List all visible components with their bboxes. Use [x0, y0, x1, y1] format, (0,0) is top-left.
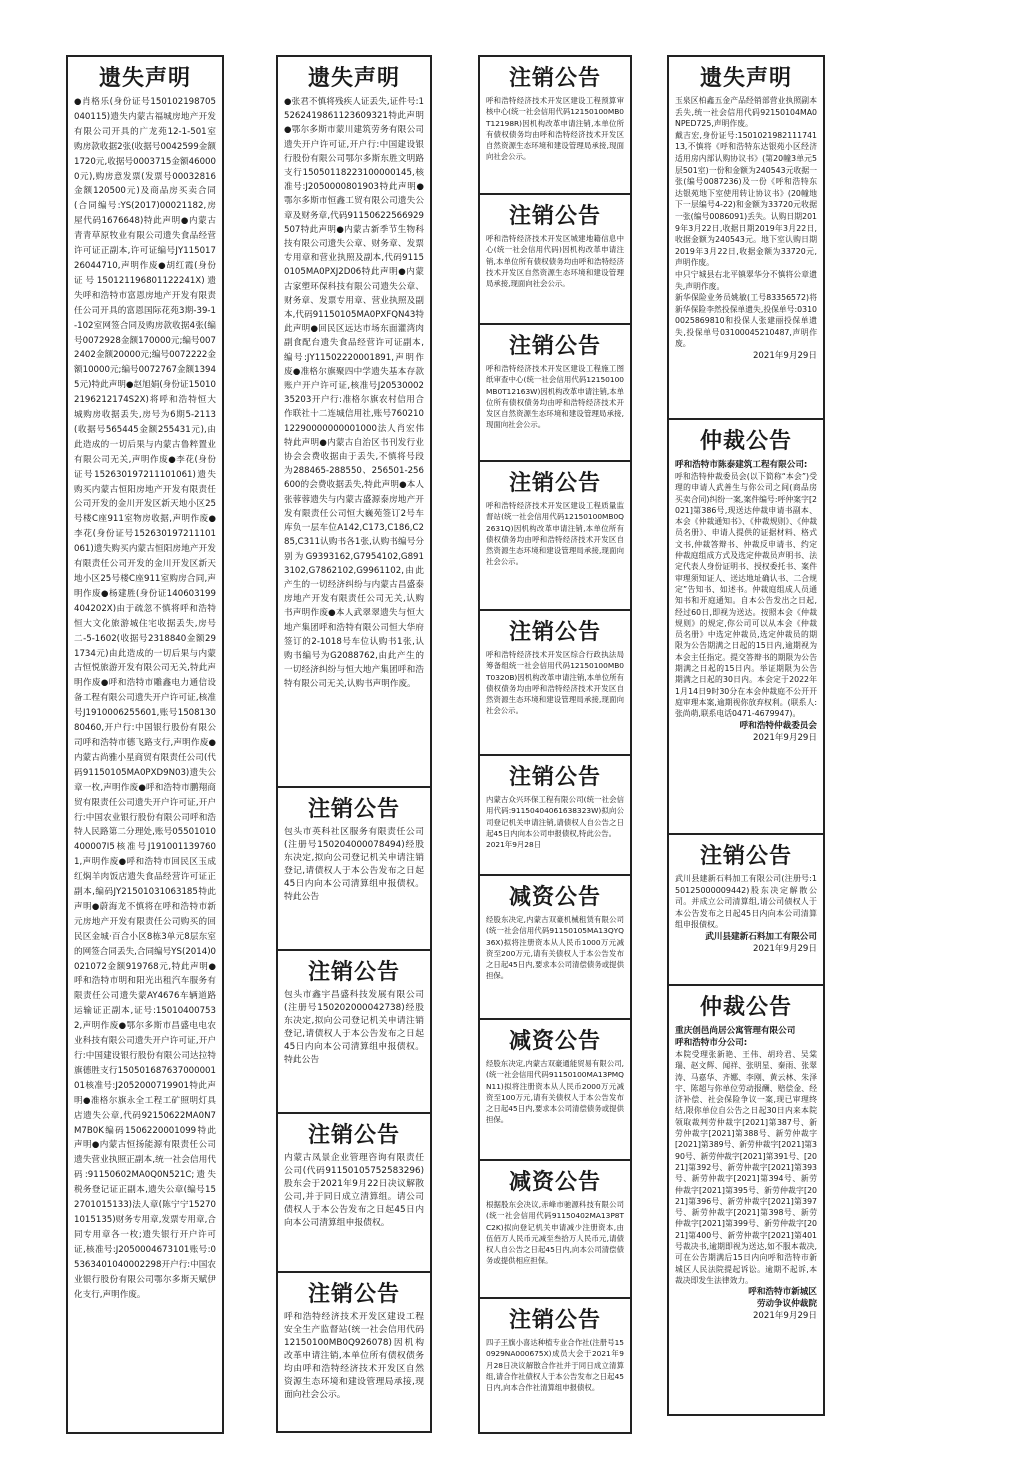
notice-title: 注销公告 — [508, 620, 601, 645]
notice-body: 内蒙古凤景企业管理咨询有限责任公司(代码91150105752583296)股东会于2021年9月22日决议解散公司,并于同日成立清算组。请公司债权人于本公告发布之日起45日内向本公司清算组申报债权。 — [284, 1153, 424, 1228]
notice-body: 包头市鑫宇昌盛科技发展有限公司(注册号150202000042738)经股东决定,拟向公司登记机关申请注销登记,请债权人于本公告发布之日起45日内向本公司清算组申报债权。特此公告 — [284, 990, 424, 1065]
notice-title: 遗失声明 — [98, 66, 191, 91]
notice-body: 呼和浩特仲裁委员会(以下简称“本会”)受理的申请人武善生与你公司之间(商品房买卖合同)纠纷一案,案件编号:呼仲案字[2021]第386号,现送达仲裁申请书副本、本会《仲裁通知书》、《仲裁规则》、《仲裁员名册》、申请人提供的证据材料、格式文书,仲裁答辩书、仲裁反申请书、约定仲裁庭组成方式及选定仲裁员声明书、法定代表人身份证明书、授权委托书、案件审理须知证人、送达地址确认书、二合规定”告知书、如述书。仲裁庭组成人员通知书和开庭通知。自本公告发出之日起,经过60日,即视为送达。按照本会《仲裁规则》的规定,你公司可以从本会《仲裁员名册》中选定仲裁员,选定仲裁员的期限为公告期满之日起的15日内,逾期视为本会主任指定。提交答辩书的期限为公告期满之日起的15日内。举证期限为公告期满之日起的30日内。本会定于2022年1月14日9时30分在本会仲裁庭不公开开庭审理本案,逾期视你放弃权利。(联系人:张尚萌,联系电话0471-4679947)。 — [675, 472, 817, 719]
notice-body: 呼和浩特经济技术开发区建设工程质量监督站(统一社会信用代码12150100MB0Q2631Q)因机构改革申请注销,本单位所有债权债务均由呼和浩特经济技术开发区自然资源生态环境和建设管理局承接,现面向社会公示。 — [486, 501, 624, 567]
notice-body: 呼和浩特经济技术开发区城建地籍信息中心(统一社会信用代码)因机构改革申请注销,本单位所有债权债务均由呼和浩特经济技术开发区自然资源生态环境和建设管理局承接,现面向社会公示。 — [486, 234, 624, 289]
notice-box — [478, 195, 632, 325]
notice-signature: 武川县建新石料加工有限公司 — [705, 931, 817, 942]
notice-body: 四子王旗小喜达种植专业合作社(注册号150929NA000675X)成员大会于2021年9月28日决议解散合作社并于同日成立清算组,请合作社债权人于本公告发布之日起45日内,向本合作社清算组申报债权。 — [486, 1338, 624, 1393]
notice-box — [276, 788, 432, 951]
notice-title: 遗失声明 — [307, 66, 400, 91]
notice-title: 注销公告 — [307, 1123, 400, 1148]
notice-date: 2021年9月29日 — [752, 1311, 817, 1322]
notice-box — [667, 420, 825, 835]
notice-title: 注销公告 — [307, 797, 400, 822]
notice-title: 注销公告 — [508, 1308, 601, 1333]
notice-box — [478, 876, 632, 1020]
notice-title: 仲裁公告 — [699, 995, 792, 1020]
notice-title: 遗失声明 — [699, 66, 792, 91]
notice-title: 注销公告 — [508, 471, 601, 496]
notice-date: 2021年9月29日 — [752, 351, 817, 362]
notice-body: 呼和浩特经济技术开发区建设工程预算审核中心(统一社会信用代码12150100MB0T12198R)因机构改革申请注销,本单位所有债权债务均由呼和浩特经济技术开发区自然资源生态环境和建设管理局承接,现面向社会公示。 — [486, 96, 624, 162]
notice-box — [478, 756, 632, 876]
notice-box — [667, 986, 825, 1416]
notice-signature: 呼和浩特市新城区 劳动争议仲裁院 — [748, 1287, 817, 1310]
notice-body: 本院受理张新艳、王伟、胡玲君、吴棠瑞、赵文辉、闻祥、张明星、秦雨、张翠涛、马嘉华、齐娜、李刚、黄云林、朱泽宇、陈超与你单位劳动报酬、赔偿金、经济补偿、社会保险争议一案,现已审理终结,限你单位自公告之日起30日内来本院领取裁判劳仲裁字[2021]第387号、新劳仲裁字[2021]第388号、新劳仲裁字[2021]第389号、新劳仲裁字[2021]第390号、新劳仲裁字[2021]第391号、[2021]第392号、新劳仲裁字[2021]第393号、新劳仲裁字[2021]第394号、新劳仲裁字[2021]第395号、新劳仲裁字[2021]第396号、新劳仲裁字[2021]第397号、新劳仲裁字[2021]第398号、新劳仲裁字[2021]第399号、新劳仲裁字[2021]第400号、新劳仲裁字[2021]第401号裁决书,逾期即视为送达,如不服本裁决,可在公告期满后15日内向呼和浩特市新城区人民法院提起诉讼。逾期不起诉,本裁决即发生法律效力。 — [675, 1050, 817, 1285]
notice-body: 玉泉区柏鑫五金产品经销部营业执照副本丢失,统一社会信用代码92150104MA0NPED725,声明作废。 戴吉宏,身份证号:150102198211174113,不慎将《呼和浩特东达银苑小区经济适用房内部认购协议书》(第20幢3单元5层501室)一份和金额为240543元收据一张(编号0087236)及一份《呼和浩特东达银苑地下室使用转让协议书》(20幢地下一层编号4-22)和金额为33720元收据一张(编号0086091)丢失。认购日期2019年3月22日,收据日期2019年3月22日,收据金额为240543元。地下室认购日期2019年3月22日,收据金额为33720元,声明作废。 中只宁城县右北平镇翠华分不慎将公章遗失,声明作废。 新华保险业务员姚敏(工号83356572)将新华保险李然投保单遗失,投保单号:03100025869810和投保人张建丽投保单遗失,投保单号03100045210487,声明作废。 — [675, 96, 817, 349]
notice-box — [276, 951, 432, 1114]
notice-title: 注销公告 — [508, 334, 601, 359]
notice-date: 2021年9月29日 — [752, 732, 817, 743]
notice-body: 呼和浩特经济技术开发区建设工程施工图纸审查中心(统一社会信用代码12150100MB0T12163W)因机构改革申请注销,本单位所有债权债务均由呼和浩特经济技术开发区自然资源生态环境和建设管理局承接,现面向社会公示。 — [486, 364, 625, 430]
notice-signature: 呼和浩特仲裁委员会 — [739, 720, 817, 731]
notice-title: 注销公告 — [508, 765, 601, 790]
notice-body: 呼和浩特经济技术开发区建设工程安全生产监督站(统一社会信用代码12150100MB0Q926078)因机构改革申请注销,本单位所有债权债务均由呼和浩特经济技术开发区自然资源生态环境和建设管理局承接,现面向社会公示。 — [284, 1312, 424, 1400]
notice-title: 仲裁公告 — [699, 429, 792, 454]
notice-title: 注销公告 — [699, 844, 792, 869]
notice-title: 减资公告 — [508, 1029, 601, 1054]
notice-box — [667, 55, 825, 420]
notice-title: 注销公告 — [307, 960, 400, 985]
notice-title: 注销公告 — [508, 66, 601, 91]
notice-title: 注销公告 — [508, 204, 601, 229]
notice-title: 减资公告 — [508, 885, 601, 910]
notice-title: 减资公告 — [508, 1170, 601, 1195]
notice-box — [276, 55, 432, 788]
notice-box — [667, 835, 825, 986]
notice-box — [478, 325, 632, 462]
notice-box — [478, 1161, 632, 1299]
notice-box — [478, 55, 632, 195]
notice-body: ●肖格乐(身份证号150102198705040115)遗失内蒙古福城房地产开发有限公司开具的广龙苑12-1-501室购房款收据2张(收据号0042599金额1720元,收据号0003715金额460000元),购房意发票(发票号00032816金额120500元)及商品房买卖合同(合同编号:YS(2017)00021182,房屋代码1676648)特此声明●内蒙古青青草原牧业有限公司遗失食品经营许可证正副本,许可证编号JY11501726044710,声明作废●胡红霞(身份证号150121196801122241X)遗失呼和浩特市富恩房地产开发有限责任公司开具的富恩国际花苑3期-39-1-102室网签合同及购房款收据4张(编号0072928金额170000元;编号0072402金额20000元;编号0072222金额10000元;编号0072767金额13945元)特此声明●赵旭娟(身份证150102196212174S2X)将呼和浩特恒大城购房收据丢失,房号为6期5-2113(收据号565445金额255431元),由此造成的一切后果与内蒙古鲁粹置业有限公司无关,声明作废●李花(身份证号152630197211101061)遗失购买内蒙古恒阳房地产开发有限责任公司开发的金川开发区新天地小区25号楼C座911室物房收据,声明作废●李花(身份证号152630197211101061)遗失购买内蒙古恒阳房地产开发有限责任公司开发的金川开发区新天地小区25号楼C座911室购房合同,声明作废●杨建胜(身份证140603199404202X)由于疏忽不慎将呼和浩特恒大文化旅游城住宅收据丢失,房号二-5-1602(收据号2318840金额291734元)由此造成的一切后果与内蒙古恒悦旅游开发有限公司无关,特此声明作废●呼和浩特市雕鑫电力通信设备工程有限公司遗失开户许可证,核准号J1910006255601,账号150813080460,开户行:中国银行股份有限公司呼和浩特市德飞路支行,声明作废●内蒙古尚雅小星商贸有限责任公司(代码91150105MA0PXD9N03)遗失公章一枚,声明作废●呼和浩特市鹏翔商贸有限责任公司遗失开户许可证,开户行:中国农业银行股份有限公司呼和浩特人民路第二分理处,账号05501010400007I5核准号J1910011397601,声明作废●呼和浩特市回民区玉成红焖羊肉饭店遗失食品经营许可证正副本,编码JY21501031063185特此声明●蔚海龙不慎将在呼和浩特市新元房地产开发有限责任公司购买的回民区金城·百合小区8栋3单元8层东室的网签合同丢失,合同编号YS(2014)0021072金额919768元,特此声明●呼和浩特市明和阳光出租汽车服务有限责任公司遗失蒙AY4676车辆道路运输证正副本,证号:150104007532,声明作废●鄂尔多斯市昌盛电电农业科技有限公司遗失开户许可证,开户行:中国建设银行股份有限公司达拉特旗德胜支行15050168763700000101核准号:J2052000719901特此声明●准格尔旗永全工程工矿照明灯具店遗失公章,代码92150622MA0N7M7B0K编码1506220001099特此声明●内蒙古恒扬能源有限责任公司遗失营业执照正副本,统一社会信用代码:91150602MA0Q0N521C;遗失税务登记证正副本,遗失公章(编号152701015133)法人章(陈宁宁152701015135)财务专用章,发票专用章,合同专用章各一枚;遗失银行开户许可证,核准号:J2050004673101账号:05363401040002298开户行:中国农业银行股份有限公司鄂尔多斯天赋伊化支行,声明作废。 — [74, 97, 217, 1300]
notice-body: 武川县建新石料加工有限公司(注册号:150125000009442)股东决定解散公司。并成立公司清算组,请公司债权人于本公告发布之日起45日内向本公司清算组申报债权。 — [675, 874, 817, 930]
notice-body: 经股东决定,内蒙古双豪通能贸易有限公司,(统一社会信用代码91150100MA13PMQN11)拟将注册资本从人民币2000万元减资至100万元,请有关债权人于本公告发布之日起45日内,要求本公司清偿债务或提供担保。 — [486, 1059, 624, 1125]
column-2 — [276, 55, 432, 1433]
notice-body: 内蒙古众兴环保工程有限公司(统一社会信用代码:91150404061638323W)拟向公司登记机关申请注销,请债权人自公告之日起45日内向本公司申报债权,特此公告。 2021年9月28日 — [486, 795, 624, 850]
notice-date: 2021年9月29日 — [752, 943, 817, 954]
notice-body: 包头市英科社区服务有限责任公司(注册号150204000078494)经股东决定,拟向公司登记机关申请注销登记,请债权人于本公告发布之日起45日内向本公司清算组申报债权。特此公告 — [284, 827, 424, 902]
notice-addressee: 重庆创邑尚居公寓管理有限公司 呼和浩特市分公司: — [675, 1026, 796, 1048]
column-4 — [667, 55, 825, 1416]
notice-box — [66, 55, 224, 1434]
notice-box — [276, 1273, 432, 1433]
notice-box — [478, 1020, 632, 1161]
notice-box — [478, 462, 632, 611]
column-3 — [478, 55, 632, 1434]
notice-body: 呼和浩特经济技术开发区综合行政执法局筹备组统一社会信用代码12150100MB0T0320B)因机构改革申请注销,本单位所有债权债务均由呼和浩特经济技术开发区自然资源生态环境和建设管理局承接,现面向社会公示。 — [486, 650, 624, 716]
column-1 — [66, 55, 224, 1434]
notice-box — [478, 1299, 632, 1434]
notice-box — [276, 1114, 432, 1273]
notice-body: ●张君不慎将残疾人证丢失,证件号:15262419861123609321特此声明●鄂尔多斯市蒙川建筑劳务有限公司遗失开户许可证,开户行:中国建设银行股份有限公司鄂尔多斯东胜文明路支行15050118223100000145,核准号:J2050000801903特此声明●鄂尔多斯市恒鑫工贸有限公司遗失公章及财务章,代码91150622566929507特此声明●内蒙古新季节生物科技有限公司遗失公章、财务章、发票专用章和营业执照及副本,代码91150105MA0PXJ2D06特此声明●内蒙古家塑环保科技有限公司遗失公章、财务章、发票专用章、营业执照及副本,代码91150105MA0PXFQN43特此声明●回民区远达市场东面灌湾肉副食配台遗失食品经营许可证副本,编号:JY11502220001891,声明作废●准格尔旗聚四中学遗失基本存款账户开户许可证,核准号J2053000235203开户行:准格尔旗农村信用合作联社十二连城信用社,账号76021012290000000001000法人肖宏伟特此声明●内蒙古自治区书刊发行业协会会费收据由于丢失,不慎将号段为288465-288550、256501-256600的会费收据丢失,特此声明●本人张蓉蓉遗失与内蒙古盛源泰房地产开发有限责任公司恒大巍苑签订2号车库负一层车位A142,C173,C186,C285,C311认购书各1张,认购书编号分别为G9393162,G7954102,G8913102,G7862102,G9961102,由此产生的一切经济纠纷与内蒙古昌盛泰房地产开发有限责任公司无关,认购书声明作废●本人武翠翠遗失与恒大地产集团呼和浩特有限公司恒大华府签订的2-1018号车位认购书1张,认购书编号为G2088762,由此产生的一切经济纠纷与恒大地产集团呼和浩特有限公司无关,认购书声明作废。 — [284, 97, 424, 690]
notice-body: 经股东决定,内蒙古双豪机械租赁有限公司(统一社会信用代码91150105MA13QYQ36X)拟将注册资本从人民币1000万元减资至200万元,请有关债权人于本公告发布之日起45日内,要求本公司清偿债务或提供担保。 — [486, 915, 624, 981]
notice-addressee: 呼和浩特市陈泰建筑工程有限公司: — [675, 460, 808, 470]
notice-title: 注销公告 — [307, 1282, 400, 1307]
notice-box — [478, 611, 632, 756]
notice-body: 根据股东会决议,赤峰市驰源科技有限公司(统一社会信用代码91150402MA13P8TC2K)拟向登记机关申请减少注册资本,由伍佰万人民币元减至叁拾万人民币元,请债权人自公告之日起45日内,向本公司清偿债务或提供相应担保。 — [486, 1200, 624, 1266]
